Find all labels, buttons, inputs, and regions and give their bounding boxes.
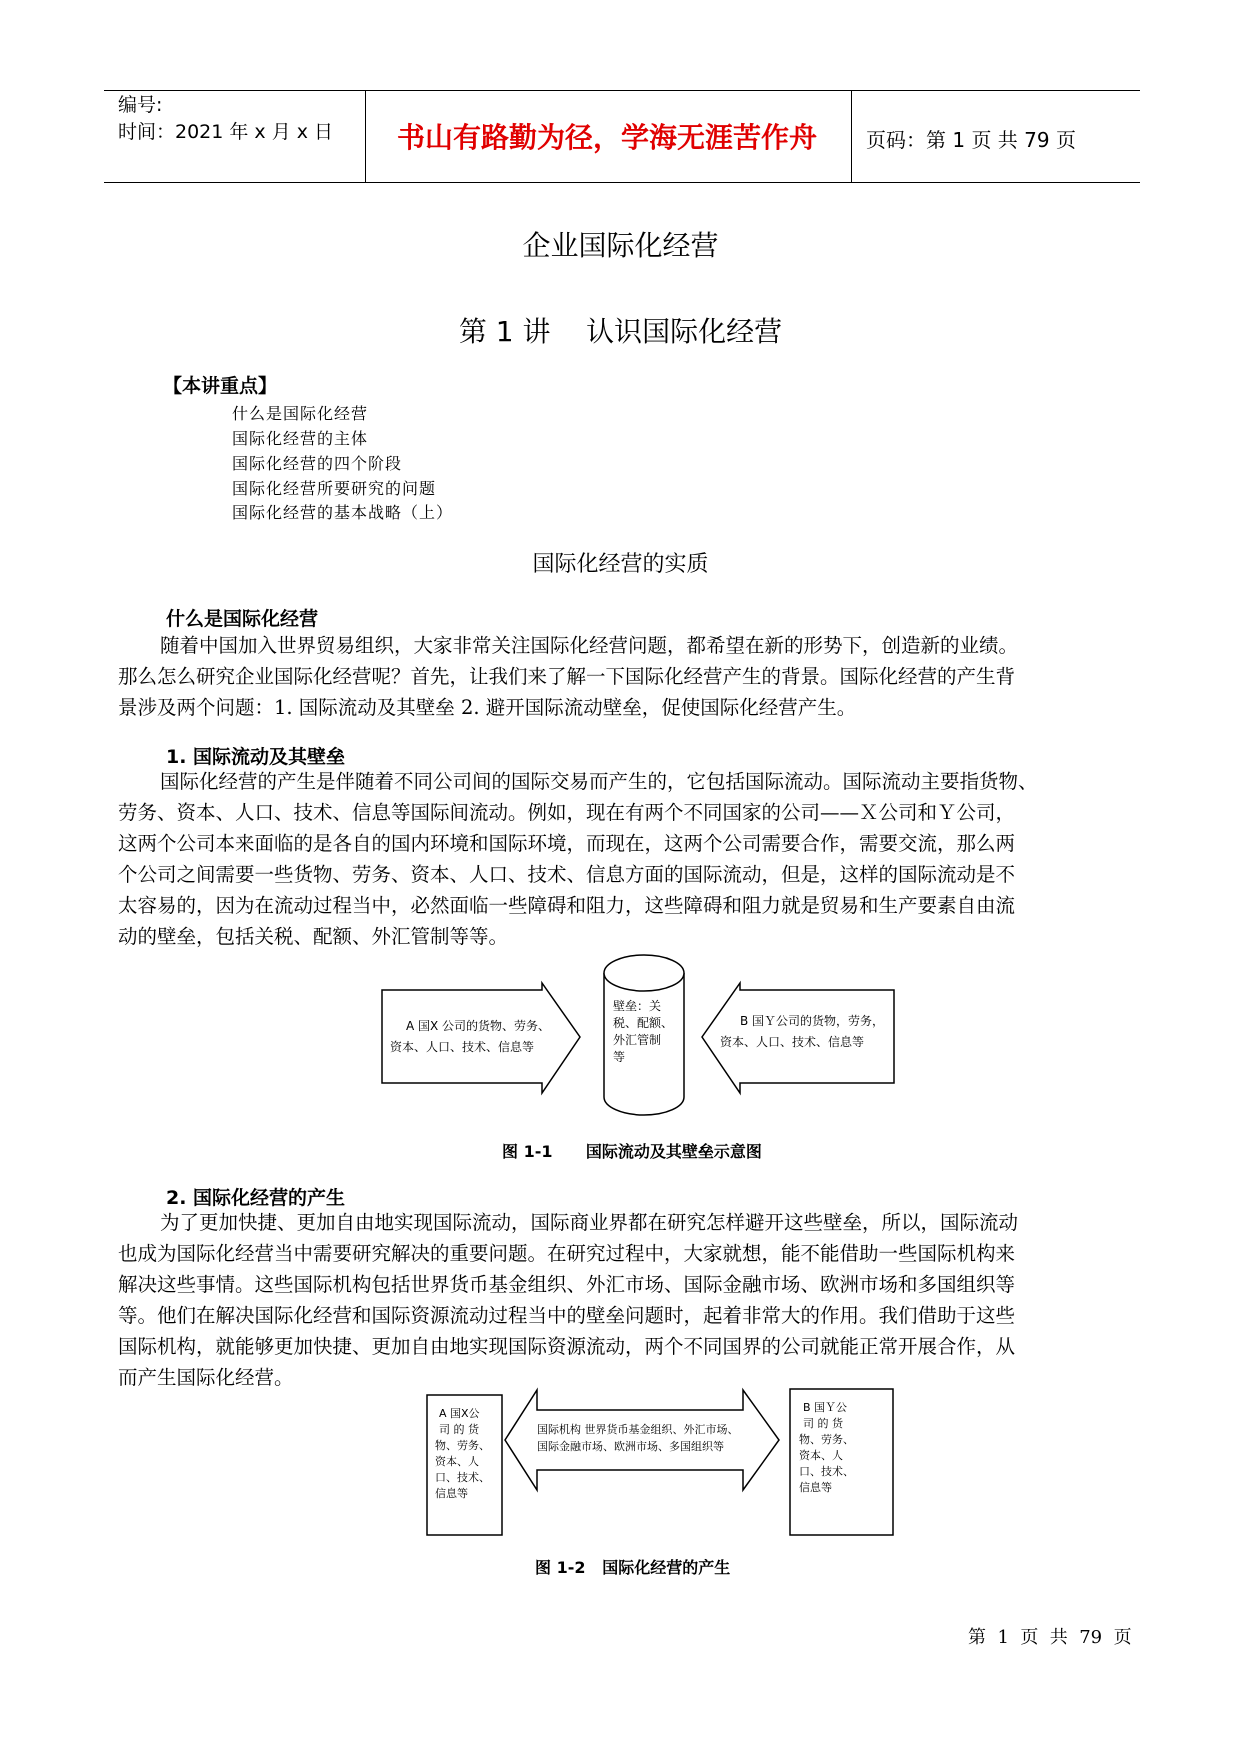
key-point-item: 国际化经营所要研究的问题	[232, 479, 437, 498]
lecture-title: 第 1 讲 认识国际化经营	[458, 315, 783, 348]
paragraph-line: 劳务、资本、人口、技术、信息等国际间流动。例如，现在有两个不同国家的公司——Ｘ公司和Ｙ公司，	[118, 801, 1016, 824]
header-time-label: 时间：2021 年 x 月 x 日	[118, 121, 334, 143]
paragraph-line: 景涉及两个问题：1. 国际流动及其壁垒 2. 避开国际流动壁垒，促使国际化经营产生。	[118, 696, 857, 719]
figure-1-caption: 图 1-1 国际流动及其壁垒示意图	[502, 1142, 762, 1161]
subsection-heading: 什么是国际化经营	[166, 608, 319, 630]
document-title: 企业国际化经营	[522, 229, 719, 262]
header-page-label: 页码：第 1 页 共 79 页	[866, 128, 1076, 152]
figure-1-diagram	[380, 945, 900, 1130]
subsection-heading: 1. 国际流动及其壁垒	[166, 746, 346, 768]
paragraph-line: 而产生国际化经营。	[118, 1366, 294, 1389]
right-box-text: B 国Ｙ公 司 的 货 物、劳务、 资本、人 口、技术、 信息等	[799, 1401, 854, 1494]
key-point-item: 国际化经营的四个阶段	[232, 454, 403, 473]
paragraph-line: 解决这些事情。这些国际机构包括世界货币基金组织、外汇市场、国际金融市场、欧洲市场和多国组织等	[118, 1273, 1016, 1296]
header-number-label: 编号:	[118, 94, 163, 116]
page-footer: 第 1 页 共 79 页	[968, 1627, 1132, 1648]
paragraph-line: 等。他们在解决国际化经营和国际资源流动过程当中的壁垒问题时，起着非常大的作用。我们借助于这些	[118, 1304, 1016, 1327]
paragraph-line: 为了更加快捷、更加自由地实现国际流动，国际商业界都在研究怎样避开这些壁垒，所以，国际流动	[160, 1211, 1019, 1234]
paragraph-line: 国际化经营的产生是伴随着不同公司间的国际交易而产生的，它包括国际流动。国际流动主要指货物、	[160, 770, 1038, 793]
paragraph-line: 那么怎么研究企业国际化经营呢？首先，让我们来了解一下国际化经营产生的背景。国际化经营的产生背	[118, 665, 1016, 688]
paragraph-line: 国际机构，就能够更加快捷、更加自由地实现国际资源流动，两个不同国界的公司就能正常开展合作，从	[118, 1335, 1016, 1358]
paragraph-line: 个公司之间需要一些货物、劳务、资本、人口、技术、信息方面的国际流动，但是，这样的国际流动是不	[118, 863, 1016, 886]
subsection-heading: 2. 国际化经营的产生	[166, 1187, 346, 1209]
left-box-text: A 国X公 司 的 货 物、劳务、 资本、人 口、技术、 信息等	[435, 1407, 490, 1500]
left-arrow-text: A 国X 公司的货物、劳务、资本、人口、技术、信息等	[390, 1019, 551, 1054]
paragraph-line: 太容易的，因为在流动过程当中，必然面临一些障碍和阻力，这些障碍和阻力就是贸易和生产要素自由流	[118, 894, 1016, 917]
paragraph	[118, 766, 1128, 952]
paragraph-line: 也成为国际化经营当中需要研究解决的重要问题。在研究过程中，大家就想，能不能借助一些国际机构来	[118, 1242, 1016, 1265]
paragraph-line: 这两个公司本来面临的是各自的国内环境和国际环境，而现在，这两个公司需要合作，需要交流，那么两	[118, 832, 1016, 855]
paragraph-line: 随着中国加入世界贸易组织，大家非常关注国际化经营问题，都希望在新的形势下，创造新的业绩。	[160, 634, 1019, 657]
figure-2-caption: 图 1-2 国际化经营的产生	[535, 1558, 731, 1577]
header-top-rule	[104, 90, 1140, 91]
header-divider-left	[365, 90, 366, 182]
key-point-item: 国际化经营的主体	[232, 429, 369, 448]
key-points-heading: 【本讲重点】	[163, 375, 278, 397]
right-arrow-text: B 国Ｙ公司的货物，劳务，资本、人口、技术、信息等	[720, 1014, 885, 1049]
section-title: 国际化经营的实质	[532, 552, 709, 577]
figure-2-diagram	[425, 1385, 895, 1545]
arrow-text: 国际机构 世界货币基金组织、外汇市场、国际金融市场、欧洲市场、多国组织等	[537, 1423, 739, 1453]
header-divider-right	[851, 90, 852, 182]
header-bottom-rule	[104, 182, 1140, 183]
key-point-item: 什么是国际化经营	[232, 404, 369, 423]
header-motto: 书山有路勤为径，学海无涯苦作舟	[396, 121, 817, 154]
paragraph	[118, 630, 1128, 723]
key-point-item: 国际化经营的基本战略（上）	[232, 503, 454, 522]
paragraph-line: 动的壁垒，包括关税、配额、外汇管制等等。	[118, 925, 509, 948]
barrier-text: 壁垒：关 税、配额、 外汇管制 等	[613, 999, 674, 1064]
paragraph	[118, 1207, 1128, 1393]
left-flow-arrow	[382, 983, 580, 1093]
